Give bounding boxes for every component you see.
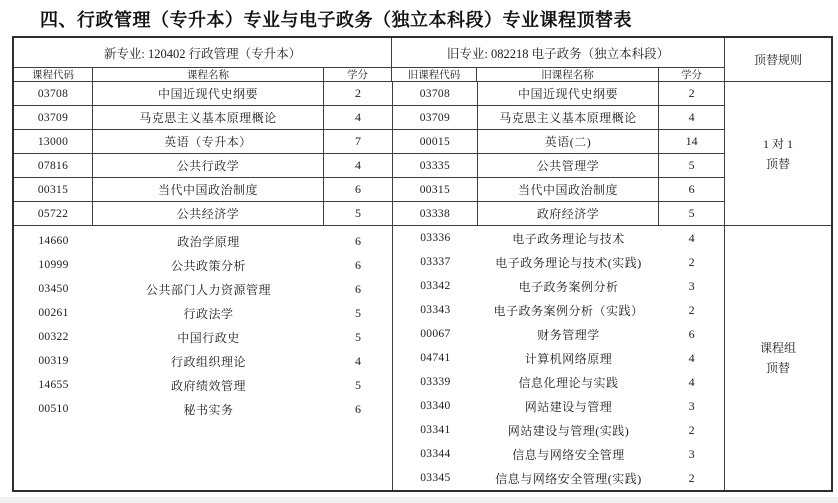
course-code: 03336 (420, 232, 451, 244)
course-name: 当代中国政治制度 (478, 178, 659, 201)
course-code: 03709 (14, 106, 93, 129)
course-credit: 5 (688, 158, 695, 172)
course-name: 行政组织理论 (170, 354, 246, 369)
table-row (393, 346, 724, 370)
table-row (393, 154, 724, 178)
rule-header-cell: 顶替规则 (725, 38, 831, 82)
course-name: 公共部门人力资源管理 (145, 282, 271, 297)
table-row (14, 277, 392, 301)
course-name: 信息化理论与实践 (518, 375, 619, 390)
table-row (14, 397, 392, 421)
course-credit: 3 (688, 398, 695, 413)
course-name: 电子政务理论与技术(实践) (495, 255, 642, 270)
rule-block1-line2: 顶替 (765, 156, 790, 171)
course-name: 英语(二) (478, 130, 659, 153)
course-credit: 2 (688, 86, 695, 100)
block2-new-courses (14, 226, 392, 490)
course-name: 电子政务理论与技术 (512, 231, 625, 246)
substitution-rule-column (724, 38, 831, 490)
table-row (14, 154, 392, 178)
course-code: 07816 (14, 154, 93, 177)
course-code: 05722 (14, 202, 93, 225)
course-name: 政府经济学 (478, 202, 659, 225)
table-row (393, 466, 724, 490)
course-code: 14655 (38, 379, 69, 391)
course-credit: 14 (685, 134, 698, 148)
table-row (393, 394, 724, 418)
course-code: 03338 (393, 202, 478, 225)
table-row (393, 250, 724, 274)
major-header-row (14, 38, 724, 68)
table-row (393, 178, 724, 202)
course-name: 政府绩效管理 (170, 378, 246, 393)
column-header-new-credit: 学分 (324, 68, 392, 81)
course-code: 03335 (393, 154, 478, 177)
rule-block1-line1: 1 对 1 (762, 136, 793, 151)
table-row (14, 229, 392, 253)
table-row (14, 106, 392, 130)
course-name: 电子政务案例分析 (518, 279, 619, 294)
block2-old-courses (392, 226, 724, 490)
column-header-old-name: 旧课程名称 (477, 68, 659, 81)
course-name: 秘书实务 (183, 402, 234, 417)
course-code: 04741 (420, 352, 451, 364)
course-name: 计算机网络原理 (524, 351, 613, 366)
course-credit: 4 (688, 110, 695, 124)
table-row (393, 130, 724, 154)
course-code: 03342 (420, 280, 451, 292)
course-name: 政治学原理 (177, 234, 240, 249)
table-main-area (14, 38, 724, 490)
column-header-old-credit: 学分 (681, 70, 702, 81)
rule-block1-cell (725, 82, 831, 226)
table-row (14, 301, 392, 325)
block-course-group (14, 226, 724, 490)
course-name: 财务管理学 (537, 327, 600, 342)
course-credit: 6 (688, 182, 695, 196)
table-row (14, 325, 392, 349)
course-credit: 7 (355, 134, 361, 148)
course-name: 信息与网络安全管理 (512, 447, 625, 462)
course-code: 00315 (14, 178, 93, 201)
course-code: 03340 (420, 400, 451, 412)
course-credit: 5 (355, 206, 361, 220)
table-row (14, 202, 392, 226)
rule-block2-line2: 顶替 (765, 361, 790, 375)
course-code: 00510 (38, 403, 69, 415)
course-code: 03339 (420, 376, 451, 388)
table-row (393, 442, 724, 466)
course-credit: 5 (355, 305, 361, 320)
course-code: 03708 (393, 82, 478, 105)
table-row (14, 178, 392, 202)
table-row (14, 253, 392, 277)
course-credit: 3 (688, 278, 695, 293)
course-code: 03708 (14, 82, 93, 105)
course-code: 03341 (420, 424, 451, 436)
course-name: 英语（专升本） (93, 130, 324, 153)
table-row (393, 298, 724, 322)
course-code: 00067 (420, 328, 451, 340)
block1-old-courses (392, 82, 724, 226)
course-credit: 6 (355, 401, 361, 416)
table-row (393, 202, 724, 226)
course-credit: 6 (355, 182, 361, 196)
block-one-to-one (14, 82, 724, 226)
course-code: 13000 (14, 130, 93, 153)
course-code: 00315 (393, 178, 478, 201)
course-credit: 4 (688, 350, 695, 365)
course-name: 中国近现代史纲要 (93, 82, 324, 105)
course-code: 03344 (420, 448, 451, 460)
page-bottom-strip (0, 497, 838, 503)
table-row (14, 349, 392, 373)
course-credit: 2 (688, 254, 695, 269)
course-credit: 6 (688, 326, 695, 341)
table-row (393, 226, 724, 250)
course-code: 10999 (38, 259, 69, 271)
course-credit: 4 (355, 110, 361, 124)
course-substitution-table (12, 36, 833, 492)
course-code: 03337 (420, 256, 451, 268)
course-name: 公共经济学 (93, 202, 324, 225)
course-code: 03343 (420, 304, 451, 316)
table-row (393, 274, 724, 298)
table-row (393, 370, 724, 394)
page-title: 四、行政管理（专升本）专业与电子政务（独立本科段）专业课程顶替表 (40, 10, 632, 30)
table-row (14, 130, 392, 154)
course-credit: 2 (688, 302, 695, 317)
column-header-old-code: 旧课程代码 (392, 68, 477, 81)
course-credit: 4 (688, 374, 695, 389)
old-major-header-cell: 旧专业: 082218 电子政务（独立本科段） (446, 46, 670, 61)
column-header-row (14, 68, 724, 82)
course-credit: 3 (688, 446, 695, 461)
block1-new-courses (14, 82, 392, 226)
course-credit: 5 (355, 329, 361, 344)
course-name: 行政法学 (183, 306, 234, 321)
table-row (393, 82, 724, 106)
table-row (393, 322, 724, 346)
course-code: 03450 (38, 283, 69, 295)
course-credit: 2 (355, 86, 361, 100)
course-code: 03709 (393, 106, 478, 129)
course-code: 03345 (420, 472, 451, 484)
course-name: 当代中国政治制度 (93, 178, 324, 201)
new-major-header-cell: 新专业: 120402 行政管理（专升本） (14, 38, 392, 67)
course-credit: 6 (355, 233, 361, 248)
course-credit: 2 (688, 422, 695, 437)
course-credit: 6 (355, 281, 361, 296)
table-row (14, 373, 392, 397)
course-name: 网站建设与管理 (524, 399, 613, 414)
course-name: 公共政策分析 (170, 258, 246, 273)
column-header-new-name: 课程名称 (93, 68, 324, 81)
course-name: 中国近现代史纲要 (478, 82, 659, 105)
course-credit: 4 (688, 230, 695, 245)
course-name: 公共管理学 (478, 154, 659, 177)
course-code: 00322 (38, 331, 69, 343)
course-code: 00319 (38, 355, 69, 367)
rule-block2-line1: 课程组 (759, 341, 796, 355)
column-header-new-code: 课程代码 (14, 68, 93, 81)
course-name: 公共行政学 (93, 154, 324, 177)
course-name: 信息与网络安全管理(实践) (495, 471, 642, 486)
rule-block2-cell (725, 226, 831, 490)
course-code: 00261 (38, 307, 69, 319)
course-credit: 5 (688, 206, 695, 220)
course-name: 马克思主义基本原理概论 (478, 106, 659, 129)
table-row (393, 106, 724, 130)
course-credit: 4 (355, 158, 361, 172)
course-code: 14660 (38, 235, 69, 247)
course-name: 网站建设与管理(实践) (507, 423, 630, 438)
course-code: 00015 (393, 130, 478, 153)
table-row (393, 418, 724, 442)
course-credit: 2 (688, 470, 695, 485)
course-credit: 6 (355, 257, 361, 272)
course-credit: 4 (355, 353, 361, 368)
table-row (14, 82, 392, 106)
course-name: 马克思主义基本原理概论 (93, 106, 324, 129)
course-name: 中国行政史 (177, 330, 240, 345)
course-name: 电子政务案例分析（实践） (493, 303, 644, 318)
course-credit: 5 (355, 377, 361, 392)
